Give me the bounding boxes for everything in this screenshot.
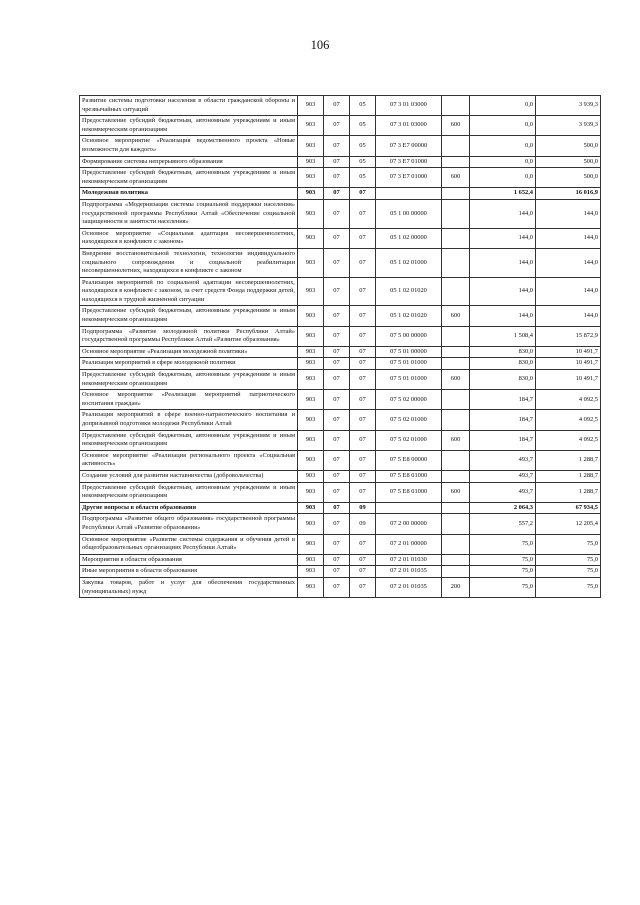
amount-2-cell: 500,0 — [536, 156, 601, 168]
ministry-code-cell: 903 — [298, 430, 324, 450]
amount-1-cell: 0,0 — [470, 96, 536, 116]
section-code-cell: 07 — [324, 482, 350, 502]
section-code-cell: 07 — [324, 248, 350, 277]
target-article-cell: 07 2 01 01030 — [376, 554, 442, 566]
expense-type-cell — [442, 136, 470, 156]
row-name-cell: Формирование системы непрерывного образования — [80, 156, 298, 168]
expense-type-cell: 600 — [442, 430, 470, 450]
amount-2-cell: 1 288,7 — [536, 482, 601, 502]
ministry-code-cell: 903 — [298, 514, 324, 534]
target-article-cell: 07 5 Е8 00000 — [376, 450, 442, 470]
table-row — [80, 450, 601, 470]
section-code-cell: 07 — [324, 577, 350, 597]
amount-2-cell: 4 092,5 — [536, 390, 601, 410]
amount-1-cell: 184,7 — [470, 430, 536, 450]
amount-1-cell: 144,0 — [470, 199, 536, 228]
expense-type-cell — [442, 450, 470, 470]
table-row — [80, 514, 601, 534]
subsection-code-cell: 07 — [350, 228, 376, 248]
subsection-code-cell: 07 — [350, 430, 376, 450]
amount-2-cell: 15 872,9 — [536, 326, 601, 346]
amount-1-cell: 144,0 — [470, 306, 536, 326]
target-article-cell: 07 2 01 00000 — [376, 534, 442, 554]
budget-table — [79, 95, 601, 598]
target-article-cell: 05 1 02 00000 — [376, 228, 442, 248]
target-article-cell: 07 5 01 01000 — [376, 370, 442, 390]
section-code-cell: 07 — [324, 358, 350, 370]
row-name-cell: Реализация мероприятий в сфере молодежной политики — [80, 358, 298, 370]
amount-1-cell: 144,0 — [470, 248, 536, 277]
subsection-code-cell: 05 — [350, 156, 376, 168]
target-article-cell — [376, 502, 442, 514]
target-article-cell: 05 1 00 00000 — [376, 199, 442, 228]
expense-type-cell — [442, 156, 470, 168]
row-name-cell: Иные мероприятия в области образования — [80, 566, 298, 578]
table-row — [80, 410, 601, 430]
section-code-cell: 07 — [324, 502, 350, 514]
section-code-cell: 07 — [324, 136, 350, 156]
amount-1-cell: 75,0 — [470, 554, 536, 566]
amount-1-cell: 75,0 — [470, 566, 536, 578]
table-row — [80, 502, 601, 514]
table-row — [80, 358, 601, 370]
expense-type-cell: 600 — [442, 482, 470, 502]
amount-1-cell: 830,0 — [470, 358, 536, 370]
row-name-cell: Предоставление субсидий бюджетным, автономным учреждениям и иным некоммерческим организациям — [80, 306, 298, 326]
amount-2-cell: 10 491,7 — [536, 346, 601, 358]
section-code-cell: 07 — [324, 326, 350, 346]
expense-type-cell — [442, 470, 470, 482]
amount-1-cell: 0,0 — [470, 116, 536, 136]
target-article-cell: 07 5 01 00000 — [376, 346, 442, 358]
target-article-cell: 07 3 Е7 01000 — [376, 156, 442, 168]
amount-2-cell: 144,0 — [536, 277, 601, 306]
amount-1-cell: 557,2 — [470, 514, 536, 534]
expense-type-cell: 600 — [442, 370, 470, 390]
target-article-cell — [376, 188, 442, 200]
expense-type-cell — [442, 554, 470, 566]
amount-1-cell: 830,0 — [470, 370, 536, 390]
table-row — [80, 390, 601, 410]
row-name-cell: Подпрограмма «Развитие молодежной политики Республики Алтай» государственной программы Республики Алтай «Развитие образования» — [80, 326, 298, 346]
section-code-cell: 07 — [324, 514, 350, 534]
amount-2-cell: 3 939,3 — [536, 96, 601, 116]
target-article-cell: 07 3 01 03000 — [376, 96, 442, 116]
table-row — [80, 554, 601, 566]
section-code-cell: 07 — [324, 306, 350, 326]
section-code-cell: 07 — [324, 96, 350, 116]
ministry-code-cell: 903 — [298, 156, 324, 168]
row-name-cell: Подпрограмма «Развитие общего образования» государственной программы Республики Алтай «Развитие образования» — [80, 514, 298, 534]
ministry-code-cell: 903 — [298, 370, 324, 390]
amount-1-cell: 184,7 — [470, 390, 536, 410]
amount-2-cell: 10 491,7 — [536, 358, 601, 370]
subsection-code-cell: 07 — [350, 482, 376, 502]
target-article-cell: 07 5 00 00000 — [376, 326, 442, 346]
expense-type-cell — [442, 199, 470, 228]
amount-1-cell: 184,7 — [470, 410, 536, 430]
subsection-code-cell: 09 — [350, 502, 376, 514]
amount-1-cell: 0,0 — [470, 136, 536, 156]
ministry-code-cell: 903 — [298, 188, 324, 200]
amount-2-cell: 10 491,7 — [536, 370, 601, 390]
expense-type-cell — [442, 358, 470, 370]
amount-1-cell: 830,0 — [470, 346, 536, 358]
target-article-cell: 07 3 Е7 01000 — [376, 168, 442, 188]
ministry-code-cell: 903 — [298, 96, 324, 116]
expense-type-cell — [442, 514, 470, 534]
section-code-cell: 07 — [324, 346, 350, 358]
section-code-cell: 07 — [324, 566, 350, 578]
row-name-cell: Предоставление субсидий бюджетным, автономным учреждениям и иным некоммерческим организациям — [80, 116, 298, 136]
ministry-code-cell: 903 — [298, 136, 324, 156]
amount-1-cell: 493,7 — [470, 470, 536, 482]
table-row — [80, 566, 601, 578]
amount-1-cell: 2 064,3 — [470, 502, 536, 514]
target-article-cell: 07 3 01 03000 — [376, 116, 442, 136]
row-name-cell: Развитие системы подготовки населения в области гражданской обороны и чрезвычайных ситуаций — [80, 96, 298, 116]
row-name-cell: Предоставление субсидий бюджетным, автономным учреждениям и иным некоммерческим организациям — [80, 430, 298, 450]
table-row — [80, 430, 601, 450]
amount-2-cell: 1 288,7 — [536, 470, 601, 482]
amount-1-cell: 144,0 — [470, 277, 536, 306]
subsection-code-cell: 07 — [350, 199, 376, 228]
ministry-code-cell: 903 — [298, 470, 324, 482]
subsection-code-cell: 07 — [350, 358, 376, 370]
ministry-code-cell: 903 — [298, 554, 324, 566]
row-name-cell: Внедрение восстановительной технологии, технологии индивидуального социального сопровождения и социальной реабилитации несовершеннолетних, находящихся в конфликте с законом — [80, 248, 298, 277]
row-name-cell: Создание условий для развития наставничества (добровольчества) — [80, 470, 298, 482]
section-code-cell: 07 — [324, 188, 350, 200]
table-row — [80, 168, 601, 188]
expense-type-cell — [442, 277, 470, 306]
section-code-cell: 07 — [324, 470, 350, 482]
amount-1-cell: 0,0 — [470, 168, 536, 188]
expense-type-cell: 600 — [442, 116, 470, 136]
table-body — [80, 96, 601, 598]
table-row — [80, 482, 601, 502]
expense-type-cell — [442, 228, 470, 248]
row-name-cell: Молодежная политика — [80, 188, 298, 200]
subsection-code-cell: 05 — [350, 116, 376, 136]
amount-2-cell: 75,0 — [536, 577, 601, 597]
subsection-code-cell: 07 — [350, 566, 376, 578]
subsection-code-cell: 07 — [350, 326, 376, 346]
row-name-cell: Предоставление субсидий бюджетным, автономным учреждениям и иным некоммерческим организациям — [80, 370, 298, 390]
amount-1-cell: 75,0 — [470, 577, 536, 597]
target-article-cell: 07 5 02 01000 — [376, 410, 442, 430]
table-row — [80, 188, 601, 200]
section-code-cell: 07 — [324, 168, 350, 188]
subsection-code-cell: 05 — [350, 136, 376, 156]
subsection-code-cell: 07 — [350, 188, 376, 200]
subsection-code-cell: 07 — [350, 554, 376, 566]
amount-2-cell: 144,0 — [536, 199, 601, 228]
amount-1-cell: 493,7 — [470, 450, 536, 470]
row-name-cell: Предоставление субсидий бюджетным, автономным учреждениям и иным некоммерческим организациям — [80, 168, 298, 188]
amount-1-cell: 0,0 — [470, 156, 536, 168]
section-code-cell: 07 — [324, 116, 350, 136]
row-name-cell: Основное мероприятие «Реализация молодежной политики» — [80, 346, 298, 358]
page-number: 106 — [310, 38, 330, 52]
subsection-code-cell: 07 — [350, 306, 376, 326]
row-name-cell: Основное мероприятие «Развитие системы содержания и обучения детей в общеобразовательных организациях Республики Алтай» — [80, 534, 298, 554]
expense-type-cell — [442, 188, 470, 200]
row-name-cell: Реализация мероприятий по социальной адаптации несовершеннолетних, находящихся в конфликте с законом, за счет средств Фонда поддержки детей, находящихся в трудной жизненной ситуации — [80, 277, 298, 306]
subsection-code-cell: 07 — [350, 248, 376, 277]
row-name-cell: Основное мероприятие «Реализация мероприятий патриотического воспитания граждан» — [80, 390, 298, 410]
target-article-cell: 07 3 Е7 00000 — [376, 136, 442, 156]
table-row — [80, 370, 601, 390]
row-name-cell: Подпрограмма «Модернизация системы социальной поддержки населения» государственной программы Республики Алтай «Обеспечение социальной защищенности и занятости населения» — [80, 199, 298, 228]
subsection-code-cell: 07 — [350, 577, 376, 597]
expense-type-cell: 600 — [442, 168, 470, 188]
amount-2-cell: 4 092,5 — [536, 430, 601, 450]
target-article-cell: 05 1 02 01020 — [376, 277, 442, 306]
row-name-cell: Основное мероприятие «Реализация ведомственного проекта «Новые возможности для каждого» — [80, 136, 298, 156]
subsection-code-cell: 07 — [350, 346, 376, 358]
target-article-cell: 07 5 Е8 01000 — [376, 470, 442, 482]
amount-2-cell: 144,0 — [536, 306, 601, 326]
ministry-code-cell: 903 — [298, 390, 324, 410]
expense-type-cell: 600 — [442, 306, 470, 326]
expense-type-cell — [442, 566, 470, 578]
section-code-cell: 07 — [324, 410, 350, 430]
subsection-code-cell: 07 — [350, 390, 376, 410]
amount-2-cell: 67 934,5 — [536, 502, 601, 514]
target-article-cell: 07 5 02 01000 — [376, 430, 442, 450]
expense-type-cell — [442, 346, 470, 358]
table-row — [80, 326, 601, 346]
amount-1-cell: 144,0 — [470, 228, 536, 248]
section-code-cell: 07 — [324, 390, 350, 410]
table-row — [80, 470, 601, 482]
subsection-code-cell: 07 — [350, 450, 376, 470]
amount-2-cell: 3 939,3 — [536, 116, 601, 136]
subsection-code-cell: 07 — [350, 470, 376, 482]
row-name-cell: Другие вопросы в области образования — [80, 502, 298, 514]
target-article-cell: 07 2 00 00000 — [376, 514, 442, 534]
section-code-cell: 07 — [324, 554, 350, 566]
amount-1-cell: 75,0 — [470, 534, 536, 554]
section-code-cell: 07 — [324, 370, 350, 390]
row-name-cell: Закупка товаров, работ и услуг для обеспечения государственных (муниципальных) нужд — [80, 577, 298, 597]
target-article-cell: 07 2 01 01035 — [376, 577, 442, 597]
section-code-cell: 07 — [324, 450, 350, 470]
section-code-cell: 07 — [324, 430, 350, 450]
ministry-code-cell: 903 — [298, 306, 324, 326]
amount-2-cell: 144,0 — [536, 228, 601, 248]
table-row — [80, 228, 601, 248]
table-row — [80, 96, 601, 116]
subsection-code-cell: 07 — [350, 534, 376, 554]
table-row — [80, 306, 601, 326]
section-code-cell: 07 — [324, 199, 350, 228]
target-article-cell: 05 1 02 01000 — [376, 248, 442, 277]
section-code-cell: 07 — [324, 534, 350, 554]
expense-type-cell — [442, 502, 470, 514]
ministry-code-cell: 903 — [298, 248, 324, 277]
table-row — [80, 534, 601, 554]
table-row — [80, 577, 601, 597]
ministry-code-cell: 903 — [298, 410, 324, 430]
amount-2-cell: 144,0 — [536, 248, 601, 277]
section-code-cell: 07 — [324, 228, 350, 248]
target-article-cell: 05 1 02 01020 — [376, 306, 442, 326]
ministry-code-cell: 903 — [298, 199, 324, 228]
target-article-cell: 07 2 01 01035 — [376, 566, 442, 578]
ministry-code-cell: 903 — [298, 326, 324, 346]
ministry-code-cell: 903 — [298, 228, 324, 248]
row-name-cell: Основное мероприятие «Реализация регионального проекта «Социальная активность» — [80, 450, 298, 470]
row-name-cell: Реализация мероприятий в сфере военно-патриотического воспитания и допризывной подготовки молодежи Республики Алтай — [80, 410, 298, 430]
table-row — [80, 199, 601, 228]
ministry-code-cell: 903 — [298, 346, 324, 358]
ministry-code-cell: 903 — [298, 534, 324, 554]
expense-type-cell — [442, 96, 470, 116]
amount-2-cell: 4 092,5 — [536, 410, 601, 430]
target-article-cell: 07 5 Е8 01000 — [376, 482, 442, 502]
ministry-code-cell: 903 — [298, 450, 324, 470]
row-name-cell: Основное мероприятие «Социальная адаптация несовершеннолетних, находящихся в конфликте с законом» — [80, 228, 298, 248]
section-code-cell: 07 — [324, 277, 350, 306]
table-row — [80, 116, 601, 136]
ministry-code-cell: 903 — [298, 277, 324, 306]
row-name-cell: Мероприятия в области образования — [80, 554, 298, 566]
amount-2-cell: 500,0 — [536, 136, 601, 156]
amount-2-cell: 1 288,7 — [536, 450, 601, 470]
subsection-code-cell: 05 — [350, 168, 376, 188]
amount-2-cell: 75,0 — [536, 566, 601, 578]
amount-2-cell: 75,0 — [536, 554, 601, 566]
subsection-code-cell: 09 — [350, 514, 376, 534]
ministry-code-cell: 903 — [298, 482, 324, 502]
expense-type-cell — [442, 248, 470, 277]
ministry-code-cell: 903 — [298, 566, 324, 578]
amount-2-cell: 16 016,9 — [536, 188, 601, 200]
expense-type-cell — [442, 534, 470, 554]
expense-type-cell: 200 — [442, 577, 470, 597]
table-row — [80, 248, 601, 277]
amount-2-cell: 75,0 — [536, 534, 601, 554]
target-article-cell: 07 5 01 01000 — [376, 358, 442, 370]
ministry-code-cell: 903 — [298, 577, 324, 597]
subsection-code-cell: 05 — [350, 96, 376, 116]
amount-1-cell: 493,7 — [470, 482, 536, 502]
subsection-code-cell: 07 — [350, 370, 376, 390]
ministry-code-cell: 903 — [298, 358, 324, 370]
subsection-code-cell: 07 — [350, 410, 376, 430]
amount-2-cell: 500,0 — [536, 168, 601, 188]
ministry-code-cell: 903 — [298, 502, 324, 514]
ministry-code-cell: 903 — [298, 116, 324, 136]
amount-1-cell: 1 508,4 — [470, 326, 536, 346]
target-article-cell: 07 5 02 00000 — [376, 390, 442, 410]
expense-type-cell — [442, 326, 470, 346]
table-row — [80, 156, 601, 168]
amount-2-cell: 12 205,4 — [536, 514, 601, 534]
section-code-cell: 07 — [324, 156, 350, 168]
subsection-code-cell: 07 — [350, 277, 376, 306]
row-name-cell: Предоставление субсидий бюджетным, автономным учреждениям и иным некоммерческим организациям — [80, 482, 298, 502]
ministry-code-cell: 903 — [298, 168, 324, 188]
table-row — [80, 277, 601, 306]
table-row — [80, 346, 601, 358]
table-row — [80, 136, 601, 156]
expense-type-cell — [442, 410, 470, 430]
expense-type-cell — [442, 390, 470, 410]
amount-1-cell: 1 652,4 — [470, 188, 536, 200]
